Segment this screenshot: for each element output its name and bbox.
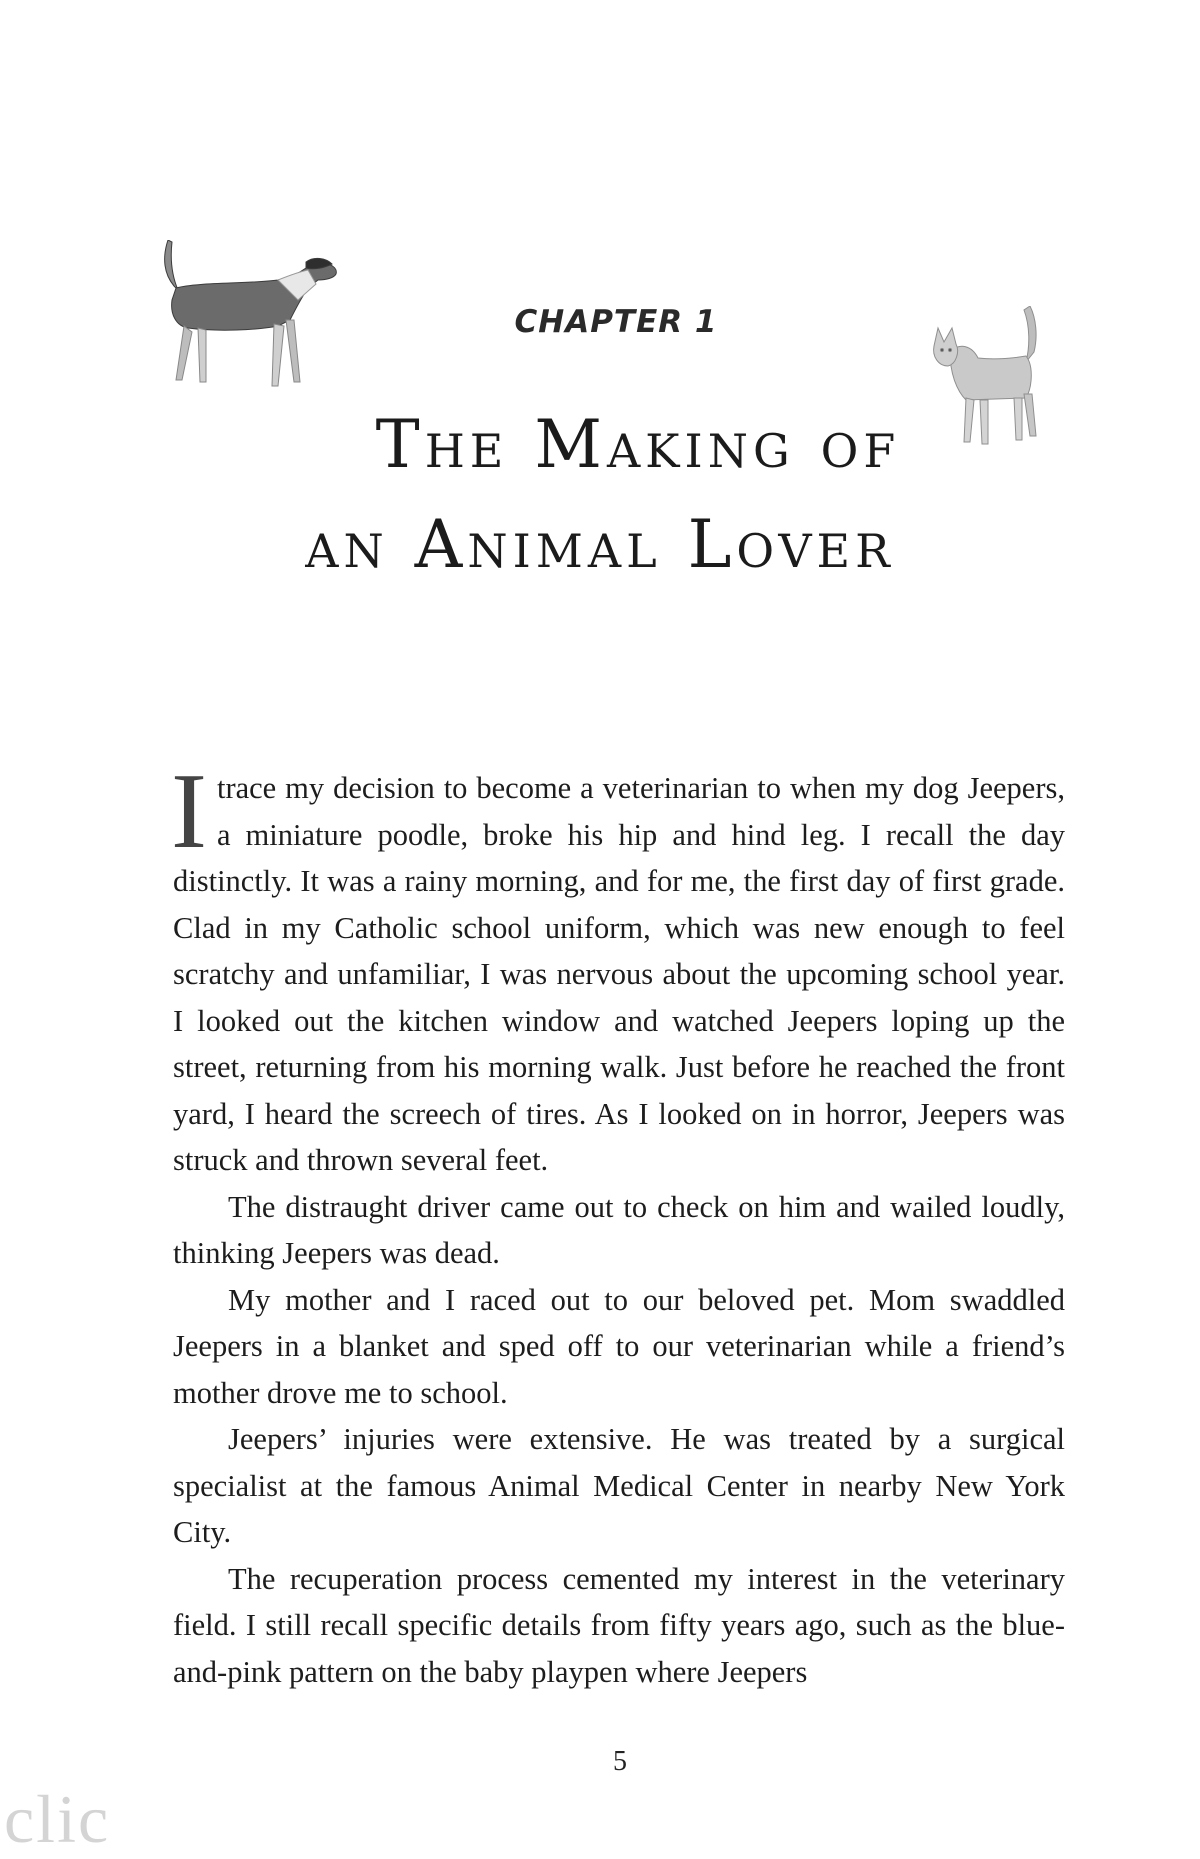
chapter-title-line-1: The Making of xyxy=(375,406,901,483)
chapter-title-line-2: an Animal Lover xyxy=(305,506,895,583)
chapter-label: CHAPTER 1 xyxy=(514,304,718,340)
paragraph: My mother and I raced out to our beloved pet. Mom swaddled Jeepers in a blanket and sped off to our veterinarian while a friend’s mother drove me to school. xyxy=(173,1282,1065,1410)
chapter-body xyxy=(171,752,1065,1695)
chapter-title xyxy=(0,395,1200,595)
page-number: 5 xyxy=(613,1746,627,1777)
paragraph: The recuperation process cemented my interest in the veterinary field. I still recall specific details from fifty years ago, such as the blue-and-pink pattern on the baby playpen where Jeepers xyxy=(173,1561,1065,1689)
paragraph: The distraught driver came out to check on him and wailed loudly, thinking Jeepers was dead. xyxy=(173,1189,1065,1270)
drop-cap: I xyxy=(171,752,207,871)
paragraph: Jeepers’ injuries were extensive. He was treated by a surgical specialist at the famous Animal Medical Center in nearby New York City. xyxy=(173,1422,1065,1549)
watermark: clic xyxy=(4,1781,111,1857)
paragraph-text: trace my decision to become a veterinarian to when my dog Jeepers, a miniature poodle, broke his hip and hind leg. I recall the day distinctly. It was a rainy morning, and for me, the first day of first grade. Clad in my Catholic school uniform, which was new enough to feel scratchy and unfamiliar, I was nervous about the upcoming school year. I looked out the kitchen window and watched Jeepers loping up the street, returning from his morning walk. Just before he reached the front yard, I heard the screech of tires. As I looked on in horror, Jeepers was struck and thrown several feet. xyxy=(173,771,1065,1177)
paragraph xyxy=(171,752,1065,1184)
